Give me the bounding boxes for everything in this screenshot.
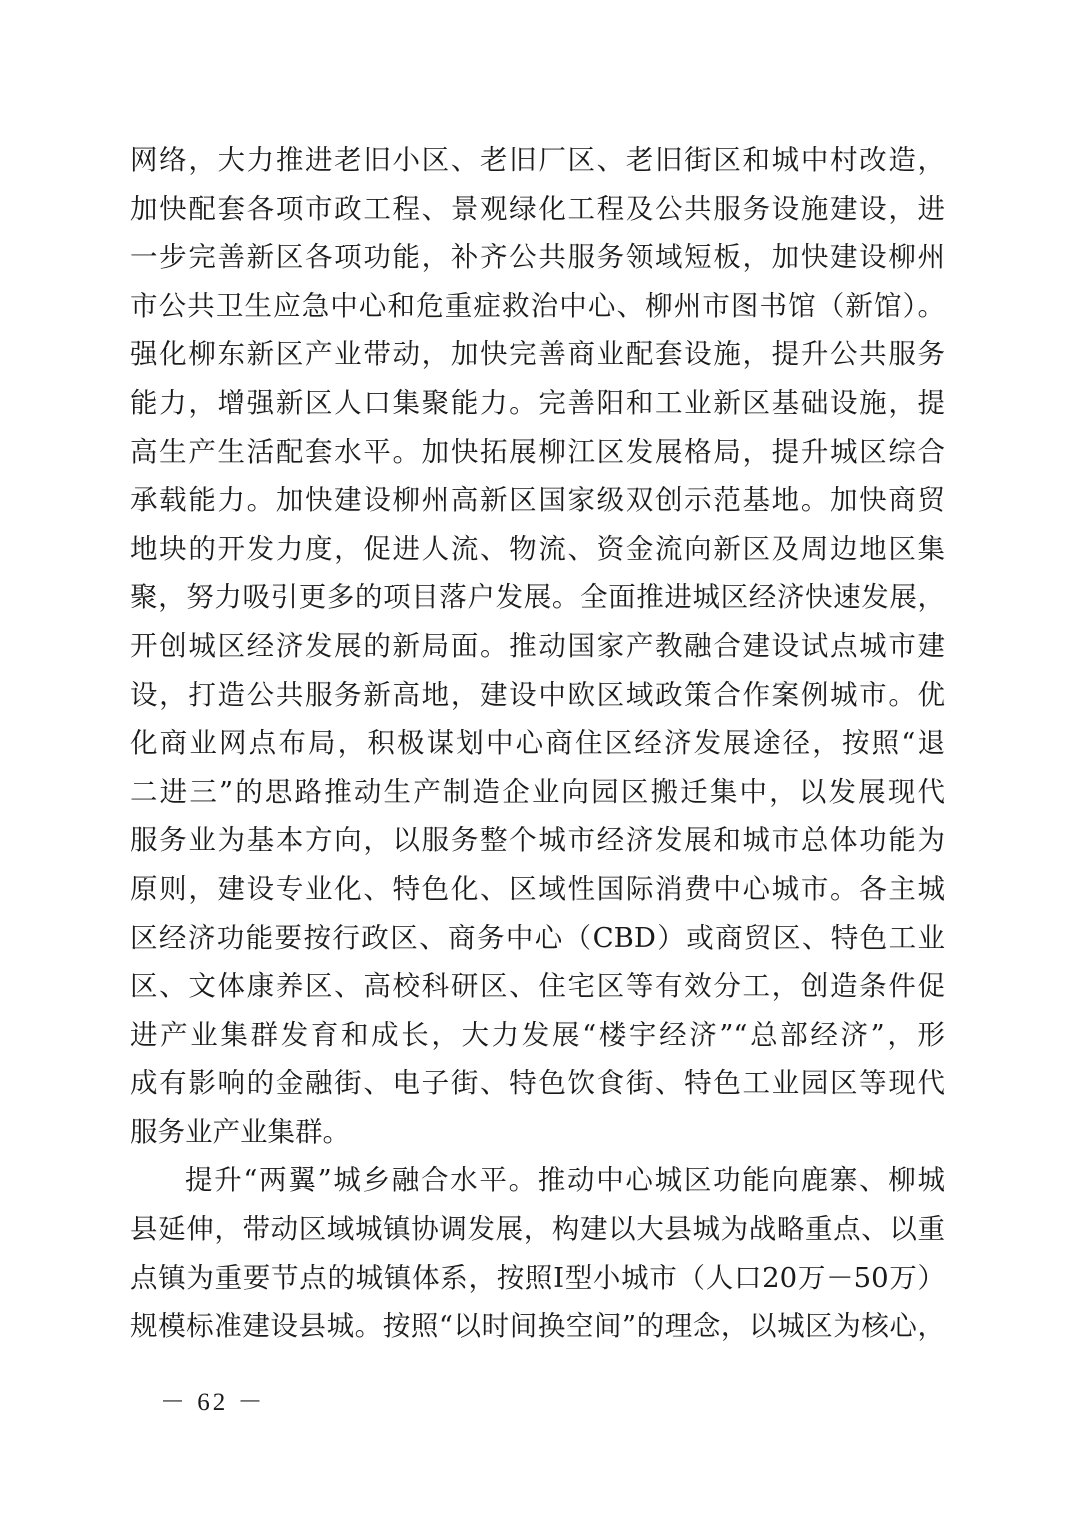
text-line: 能力，增强新区人口集聚能力。完善阳和工业新区基础设施，提 [130,386,945,419]
text-line: 设，打造公共服务新高地，建设中欧区域政策合作案例城市。优 [130,678,945,711]
text-line: 强化柳东新区产业带动，加快完善商业配套设施，提升公共服务 [130,338,945,371]
text-line: 化商业网点布局，积极谋划中心商住区经济发展途径，按照“退 [130,727,945,760]
text-line: 承载能力。加快建设柳州高新区国家级双创示范基地。加快商贸 [130,484,945,517]
text-line: 县延伸，带动区域城镇协调发展，构建以大县城为战略重点、以重 [130,1213,945,1246]
paragraph-1 [130,136,945,1156]
text-line: 规模标准建设县城。按照“以时间换空间”的理念，以城区为核心， [130,1310,945,1343]
text-line: 原则，建设专业化、特色化、区域性国际消费中心城市。各主城 [130,872,945,905]
text-line: 高生产生活配套水平。加快拓展柳江区发展格局，提升城区综合 [130,435,945,468]
text-line: 提升“两翼”城乡融合水平。推动中心城区功能向鹿寨、柳城 [185,1164,945,1197]
text-line: 市公共卫生应急中心和危重症救治中心、柳州市图书馆（新馆）。 [130,289,945,322]
paragraph-2 [130,1156,945,1350]
text-line: 区经济功能要按行政区、商务中心（CBD）或商贸区、特色工业 [130,921,945,954]
text-line: 网络，大力推进老旧小区、老旧厂区、老旧街区和城中村改造， [130,144,945,176]
text-line: 服务业为基本方向，以服务整个城市经济发展和城市总体功能为 [130,824,945,857]
text-line: 点镇为重要节点的城镇体系，按照Ⅰ型小城市（人口20万－50万） [130,1261,945,1294]
page-number: － 62 － [160,1389,266,1416]
text-line: 加快配套各项市政工程、景观绿化工程及公共服务设施建设，进 [130,192,945,225]
text-line: 地块的开发力度，促进人流、物流、资金流向新区及周边地区集 [130,532,945,565]
text-line: 服务业产业集群。 [130,1115,350,1148]
body-text [130,136,945,1351]
text-line: 进产业集群发育和成长，大力发展“楼宇经济”“总部经济”，形 [130,1018,945,1051]
text-line: 开创城区经济发展的新局面。推动国家产教融合建设试点城市建 [130,629,945,662]
text-line: 二进三”的思路推动生产制造企业向园区搬迁集中，以发展现代 [130,775,945,808]
text-line: 一步完善新区各项功能，补齐公共服务领域短板，加快建设柳州 [130,241,945,274]
text-line: 成有影响的金融街、电子街、特色饮食街、特色工业园区等现代 [130,1067,945,1100]
text-line: 区、文体康养区、高校科研区、住宅区等有效分工，创造条件促 [130,970,945,1003]
text-line: 聚，努力吸引更多的项目落户发展。全面推进城区经济快速发展， [130,581,945,614]
